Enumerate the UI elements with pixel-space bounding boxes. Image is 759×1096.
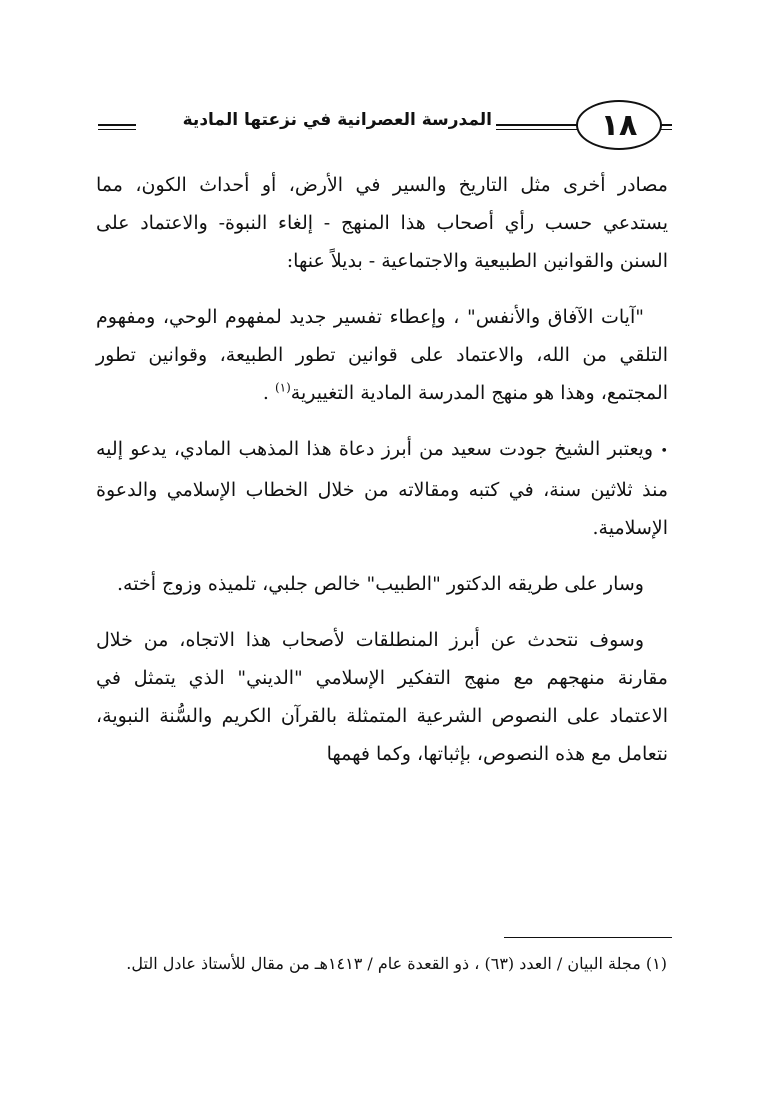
footnote-separator [504,937,672,938]
running-title: المدرسة العصرانية في نزعتها المادية [182,110,492,130]
paragraph-5: وسوف نتحدث عن أبرز المنطلقات لأصحاب هذا الاتجاه، من خلال مقارنة منهجهم مع منهج التفكير الإسلامي "الديني" الذي يتمثل في الاعتماد على النصوص الشرعية المتمثلة بالقرآن الكريم والسُّنة النبوية، نتعامل مع هذه النصوص، بإثباتها، وكما فهمها [96,629,668,765]
page-number: ١٨ [576,100,662,150]
main-text [96,166,668,791]
paragraph-2-end: . [262,382,275,404]
page-header [98,100,672,160]
bullet-icon: • [660,444,668,459]
paragraph-2-text: "آيات الآفاق والأنفس" ، وإعطاء تفسير جديد لمفهوم الوحي، ومفهوم التلقي من الله، والاعتماد على قوانين تطور الطبيعة، وقوانين تطور المجتمع، وهذا هو منهج المدرسة المادية التغييرية [96,306,668,404]
paragraph-4: وسار على طريقه الدكتور "الطبيب" خالص جلبي، تلميذه وزوج أخته. [117,573,644,595]
footnote-text: (١) مجلة البيان / العدد (٦٣) ، ذو القعدة عام / ١٤١٣هـ من مقال للأستاذ عادل التل. [126,954,667,973]
paragraph-3-text: ويعتبر الشيخ جودت سعيد من أبرز دعاة هذا المذهب المادي، يدعو إليه منذ ثلاثين سنة، في كتبه ومقالاته من خلال الخطاب الإسلامي والدعوة الإسلامية. [96,438,668,539]
paragraph-3 [96,430,668,547]
footnote-reference[interactable]: (١) [274,380,291,395]
paragraph-2 [96,298,668,412]
paragraph-1: مصادر أخرى مثل التاريخ والسير في الأرض، أو أحداث الكون، مما يستدعي حسب رأي أصحاب هذا المنهج - إلغاء النبوة- والاعتماد على السنن والقوانين الطبيعية والاجتماعية - بديلاً عنها: [96,174,668,272]
header-rule-left [98,124,136,126]
footnote [95,948,667,980]
